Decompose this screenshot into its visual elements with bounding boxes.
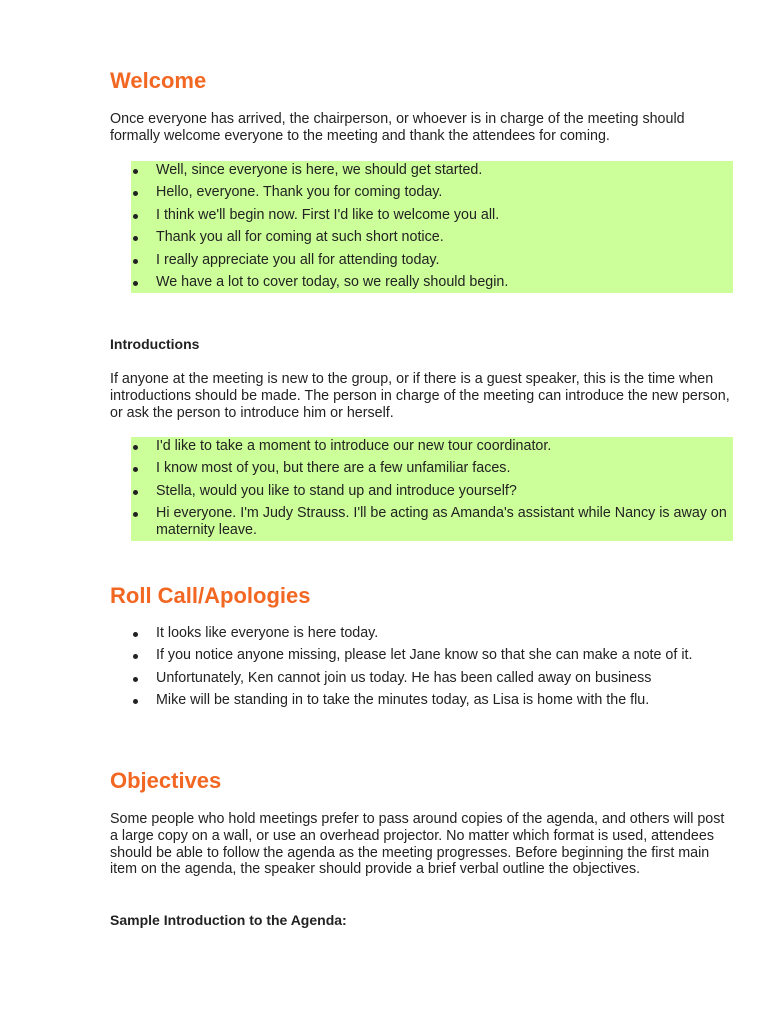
list-item: I'd like to take a moment to introduce our new tour coordinator.: [131, 438, 733, 455]
list-item: If you notice anyone missing, please let Jane know so that she can make a note of it.: [131, 647, 733, 664]
list-item: Stella, would you like to stand up and introduce yourself?: [131, 483, 733, 500]
list-item: It looks like everyone is here today.: [131, 625, 733, 642]
objectives-heading: Objectives: [110, 768, 222, 793]
introductions-paragraph: If anyone at the meeting is new to the group, or if there is a guest speaker, this is the time when introductions should be made. The person in charge of the meeting can introduce the new person, or ask the person to introduce him or herself.: [110, 371, 730, 421]
list-item: I think we'll begin now. First I'd like to welcome you all.: [131, 207, 733, 224]
welcome-paragraph: Once everyone has arrived, the chairperson, or whoever is in charge of the meeting should formally welcome everyone to the meeting and thank the attendees for coming.: [110, 111, 685, 144]
list-item: Mike will be standing in to take the minutes today, as Lisa is home with the flu.: [131, 692, 733, 709]
list-item: Hi everyone. I'm Judy Strauss. I'll be acting as Amanda's assistant while Nancy is away on maternity leave.: [131, 505, 733, 539]
list-item: Unfortunately, Ken cannot join us today. He has been called away on business: [131, 670, 733, 687]
list-item: Thank you all for coming at such short notice.: [131, 229, 733, 246]
welcome-phrases-list: [131, 161, 733, 293]
list-item: I really appreciate you all for attending today.: [131, 252, 733, 269]
roll-call-phrases-list: [131, 625, 733, 709]
list-item: We have a lot to cover today, so we really should begin.: [131, 274, 733, 291]
list-item: Well, since everyone is here, we should get started.: [131, 162, 733, 179]
introductions-heading: Introductions: [110, 336, 200, 352]
list-item: Hello, everyone. Thank you for coming today.: [131, 184, 733, 201]
welcome-heading: Welcome: [110, 68, 207, 93]
list-item: I know most of you, but there are a few unfamiliar faces.: [131, 460, 733, 477]
roll-call-heading: Roll Call/Apologies: [110, 583, 311, 608]
introductions-phrases-list: [131, 437, 733, 541]
objectives-paragraph: Some people who hold meetings prefer to pass around copies of the agenda, and others will post a large copy on a wall, or use an overhead projector. No matter which format is used, attendees should be able to follow the agenda as the meeting progresses. Before beginning the first main item on the agenda, the speaker should provide a brief verbal outline the objectives.: [110, 811, 725, 878]
agenda-intro-subheading: Sample Introduction to the Agenda:: [110, 912, 347, 928]
